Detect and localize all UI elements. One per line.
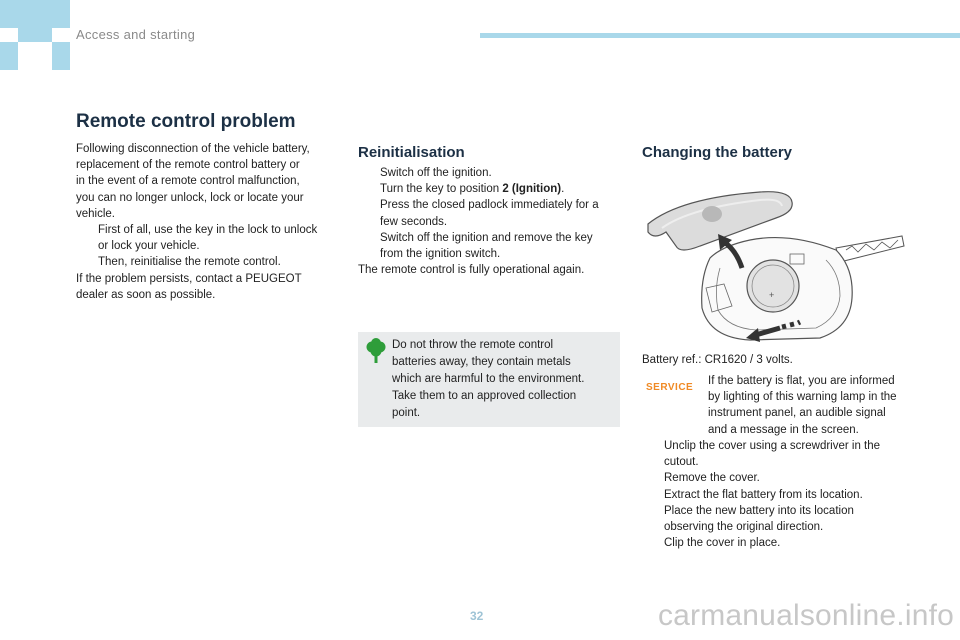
intro-line: you can no longer unlock, lock or locate your <box>76 191 304 204</box>
bullet-line: Then, reinitialise the remote control. <box>98 256 281 269</box>
warning-line: If the battery is flat, you are informed <box>708 375 895 387</box>
bullet-marker <box>642 503 664 535</box>
step-text: Remove the cover. <box>664 472 760 485</box>
step-text: Clip the cover in place. <box>664 537 781 550</box>
note-line: which are harmful to the environment. <box>392 373 585 385</box>
list-item <box>642 503 922 535</box>
closing-text: The remote control is fully operational again. <box>358 264 585 277</box>
outro-line: dealer as soon as possible. <box>76 288 216 301</box>
bullet-marker <box>642 470 664 486</box>
list-item <box>642 487 922 503</box>
note-line: Do not throw the remote control <box>392 339 554 351</box>
intro-text <box>76 141 346 303</box>
watermark: carmanualsonline.info <box>657 599 954 632</box>
bullet-marker <box>358 230 380 262</box>
warning-line: by lighting of this warning lamp in the <box>708 391 897 404</box>
list-item <box>358 230 628 262</box>
step-text: Switch off the ignition and remove the key <box>380 231 593 244</box>
remote-key-battery-illustration <box>640 188 905 348</box>
svg-text:+: + <box>769 290 775 300</box>
bullet-marker <box>358 165 380 181</box>
battery-steps <box>642 438 922 551</box>
intro-line: in the event of a remote control malfunction, <box>76 175 300 188</box>
bullet-marker <box>76 254 98 270</box>
page-number: 32 <box>470 609 484 623</box>
bullet-line: or lock your vehicle. <box>98 240 200 253</box>
environment-note-text <box>392 337 607 422</box>
list-item <box>76 254 346 270</box>
note-line: batteries away, they contain metals <box>392 356 571 368</box>
note-line: Take them to an approved collection <box>392 390 577 402</box>
step-text: cutout. <box>664 456 699 469</box>
intro-line: replacement of the remote control battery or <box>76 159 300 172</box>
bullet-marker <box>642 487 664 503</box>
outro-line: If the problem persists, contact a PEUGEOT <box>76 272 302 285</box>
list-item <box>642 470 922 486</box>
bullet-line: First of all, use the key in the lock to unlock <box>98 224 318 237</box>
changing-battery-heading: Changing the battery <box>642 144 793 161</box>
list-item <box>76 222 346 254</box>
bullet-marker <box>358 181 380 197</box>
list-item <box>358 165 628 181</box>
section-title: Access and starting <box>76 27 196 42</box>
bullet-marker <box>642 535 664 551</box>
environment-tree-icon <box>365 338 387 364</box>
list-item <box>358 181 628 197</box>
step-text: from the ignition switch. <box>380 248 501 261</box>
step-text: Press the closed padlock immediately for a <box>380 199 599 212</box>
reinitialisation-text <box>358 165 628 278</box>
bullet-marker <box>76 222 98 254</box>
battery-warning-text <box>708 373 928 438</box>
list-item <box>642 438 922 470</box>
step-text: Extract the flat battery from its location. <box>664 488 863 501</box>
battery-ref: Battery ref.: CR1620 / 3 volts. <box>642 354 793 366</box>
step-text: Unclip the cover using a screwdriver in the <box>664 440 881 452</box>
header-bar <box>480 33 960 38</box>
step-text: Place the new battery into its location <box>664 504 854 517</box>
page-title: Remote control problem <box>76 111 296 132</box>
intro-line: vehicle. <box>76 207 115 220</box>
warning-line: instrument panel, an audible signal <box>708 407 886 420</box>
list-item <box>642 535 922 551</box>
service-warning-icon: SERVICE <box>646 382 694 393</box>
list-item <box>358 197 628 229</box>
note-line: point. <box>392 407 421 419</box>
bullet-marker <box>358 197 380 229</box>
reinitialisation-heading: Reinitialisation <box>358 144 465 161</box>
section-tab-icon <box>0 0 70 70</box>
step-text: Turn the key to position <box>380 183 503 196</box>
intro-line: Following disconnection of the vehicle battery, <box>76 143 310 155</box>
step-text: observing the original direction. <box>664 521 824 534</box>
warning-line: and a message in the screen. <box>708 423 859 436</box>
step-text: Switch off the ignition. <box>380 167 492 179</box>
step-text: . <box>561 183 565 196</box>
bullet-marker <box>642 438 664 470</box>
ignition-position: 2 (Ignition) <box>502 183 562 196</box>
step-text: few seconds. <box>380 215 448 228</box>
